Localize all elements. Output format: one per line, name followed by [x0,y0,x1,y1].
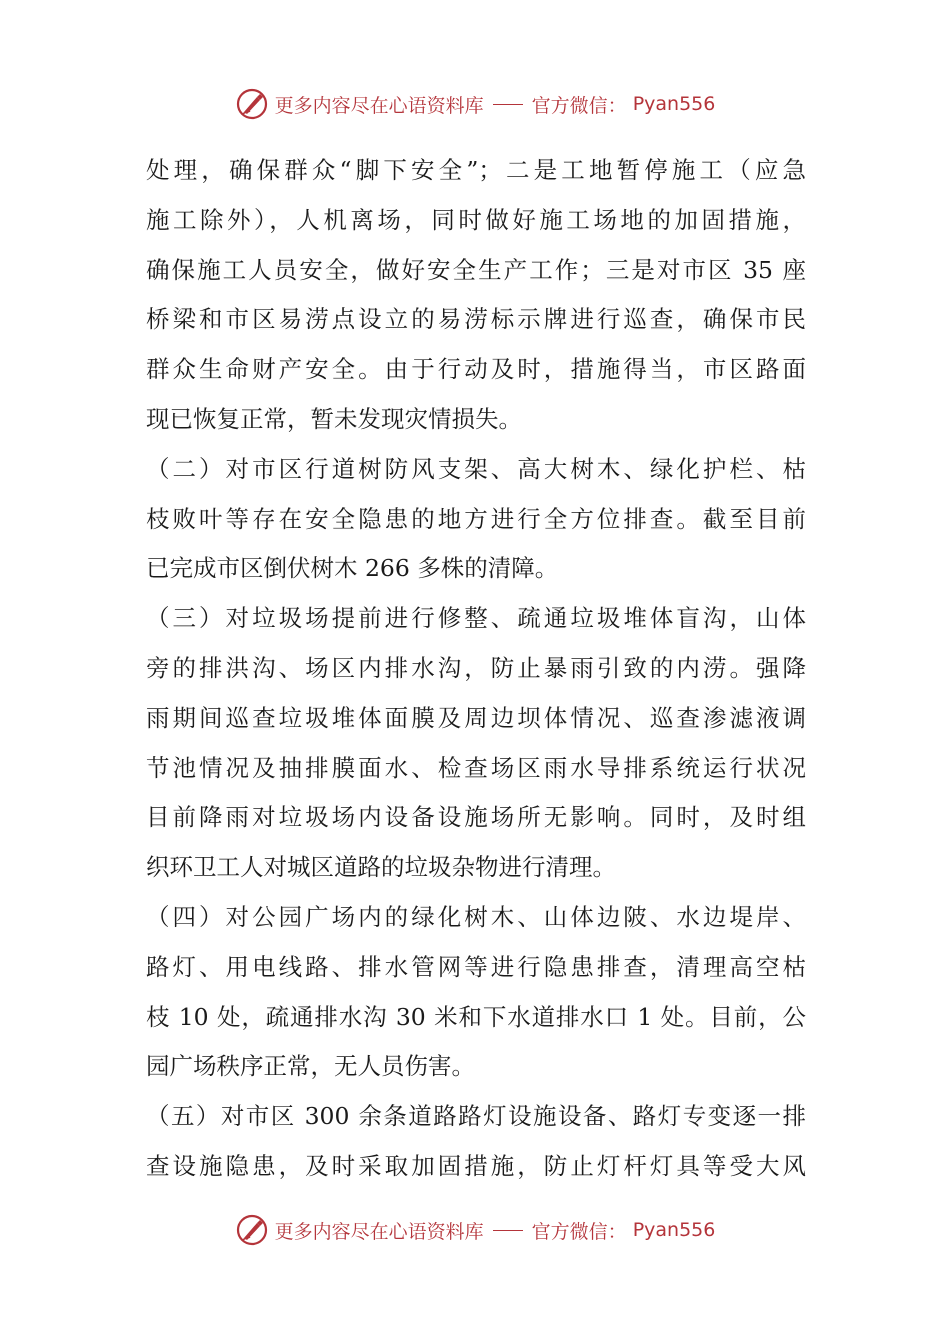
body-line: （五）对市区 300 余条道路路灯设施设备、路灯专变逐一排 [146,1102,806,1131]
banner-official-label: 官方微信： [531,1220,627,1243]
body-line: 雨期间巡查垃圾堆体面膜及周边坝体情况、巡查渗滤液调 [146,703,806,732]
header-banner-content [235,87,716,121]
footer-banner-content [235,1213,716,1247]
body-line: 群众生命财产安全。由于行动及时，措施得当，市区路面 [146,355,806,384]
body-line: 枝败叶等存在安全隐患的地方进行全方位排查。截至目前 [146,504,806,533]
header-banner [0,82,950,126]
banner-official-label: 官方微信： [531,94,627,117]
document-body [146,146,806,1192]
body-line: 园广场秩序正常，无人员伤害。 [146,1052,475,1081]
banner-wechat-id: Pyan556 [632,1219,716,1241]
banner-divider [493,1230,523,1231]
banner-divider [493,104,523,105]
banner-site-name: 更多内容尽在心语资料库 [274,1220,484,1243]
body-line: （二）对市区行道树防风支架、高大树木、绿化护栏、枯 [146,454,806,483]
body-line: 确保施工人员安全，做好安全生产工作；三是对市区 35 座 [146,255,806,284]
pen-seal-logo-icon [235,87,269,121]
body-line: 路灯、用电线路、排水管网等进行隐患排查，清理高空枯 [146,952,806,981]
banner-site-name: 更多内容尽在心语资料库 [274,94,484,117]
body-line: 已完成市区倒伏树木 266 多株的清障。 [146,554,559,583]
body-line: 处理，确保群众“脚下安全”；二是工地暂停施工（应急 [146,156,806,184]
pen-seal-logo-icon [235,1213,269,1247]
body-line: 查设施隐患，及时采取加固措施，防止灯杆灯具等受大风 [146,1151,806,1180]
banner-wechat-id: Pyan556 [632,93,716,115]
footer-banner [0,1208,950,1252]
body-line: 旁的排洪沟、场区内排水沟，防止暴雨引致的内涝。强降 [146,653,806,682]
body-line: （三）对垃圾场提前进行修整、疏通垃圾堆体盲沟，山体 [146,604,806,633]
body-line: 节池情况及抽排膜面水、检查场区雨水导排系统运行状况 [146,753,806,782]
body-line: 桥梁和市区易涝点设立的易涝标示牌进行巡查，确保市民 [146,305,806,334]
body-line: （四）对公园广场内的绿化树木、山体边陂、水边堤岸、 [146,902,806,931]
body-line: 现已恢复正常，暂未发现灾情损失。 [146,404,522,433]
body-line: 织环卫工人对城区道路的垃圾杂物进行清理。 [146,853,616,882]
body-line: 枝 10 处，疏通排水沟 30 米和下水道排水口 1 处。目前，公 [146,1002,806,1031]
body-line: 施工除外），人机离场，同时做好施工场地的加固措施， [146,205,806,234]
body-line: 目前降雨对垃圾场内设备设施场所无影响。同时，及时组 [146,803,806,832]
